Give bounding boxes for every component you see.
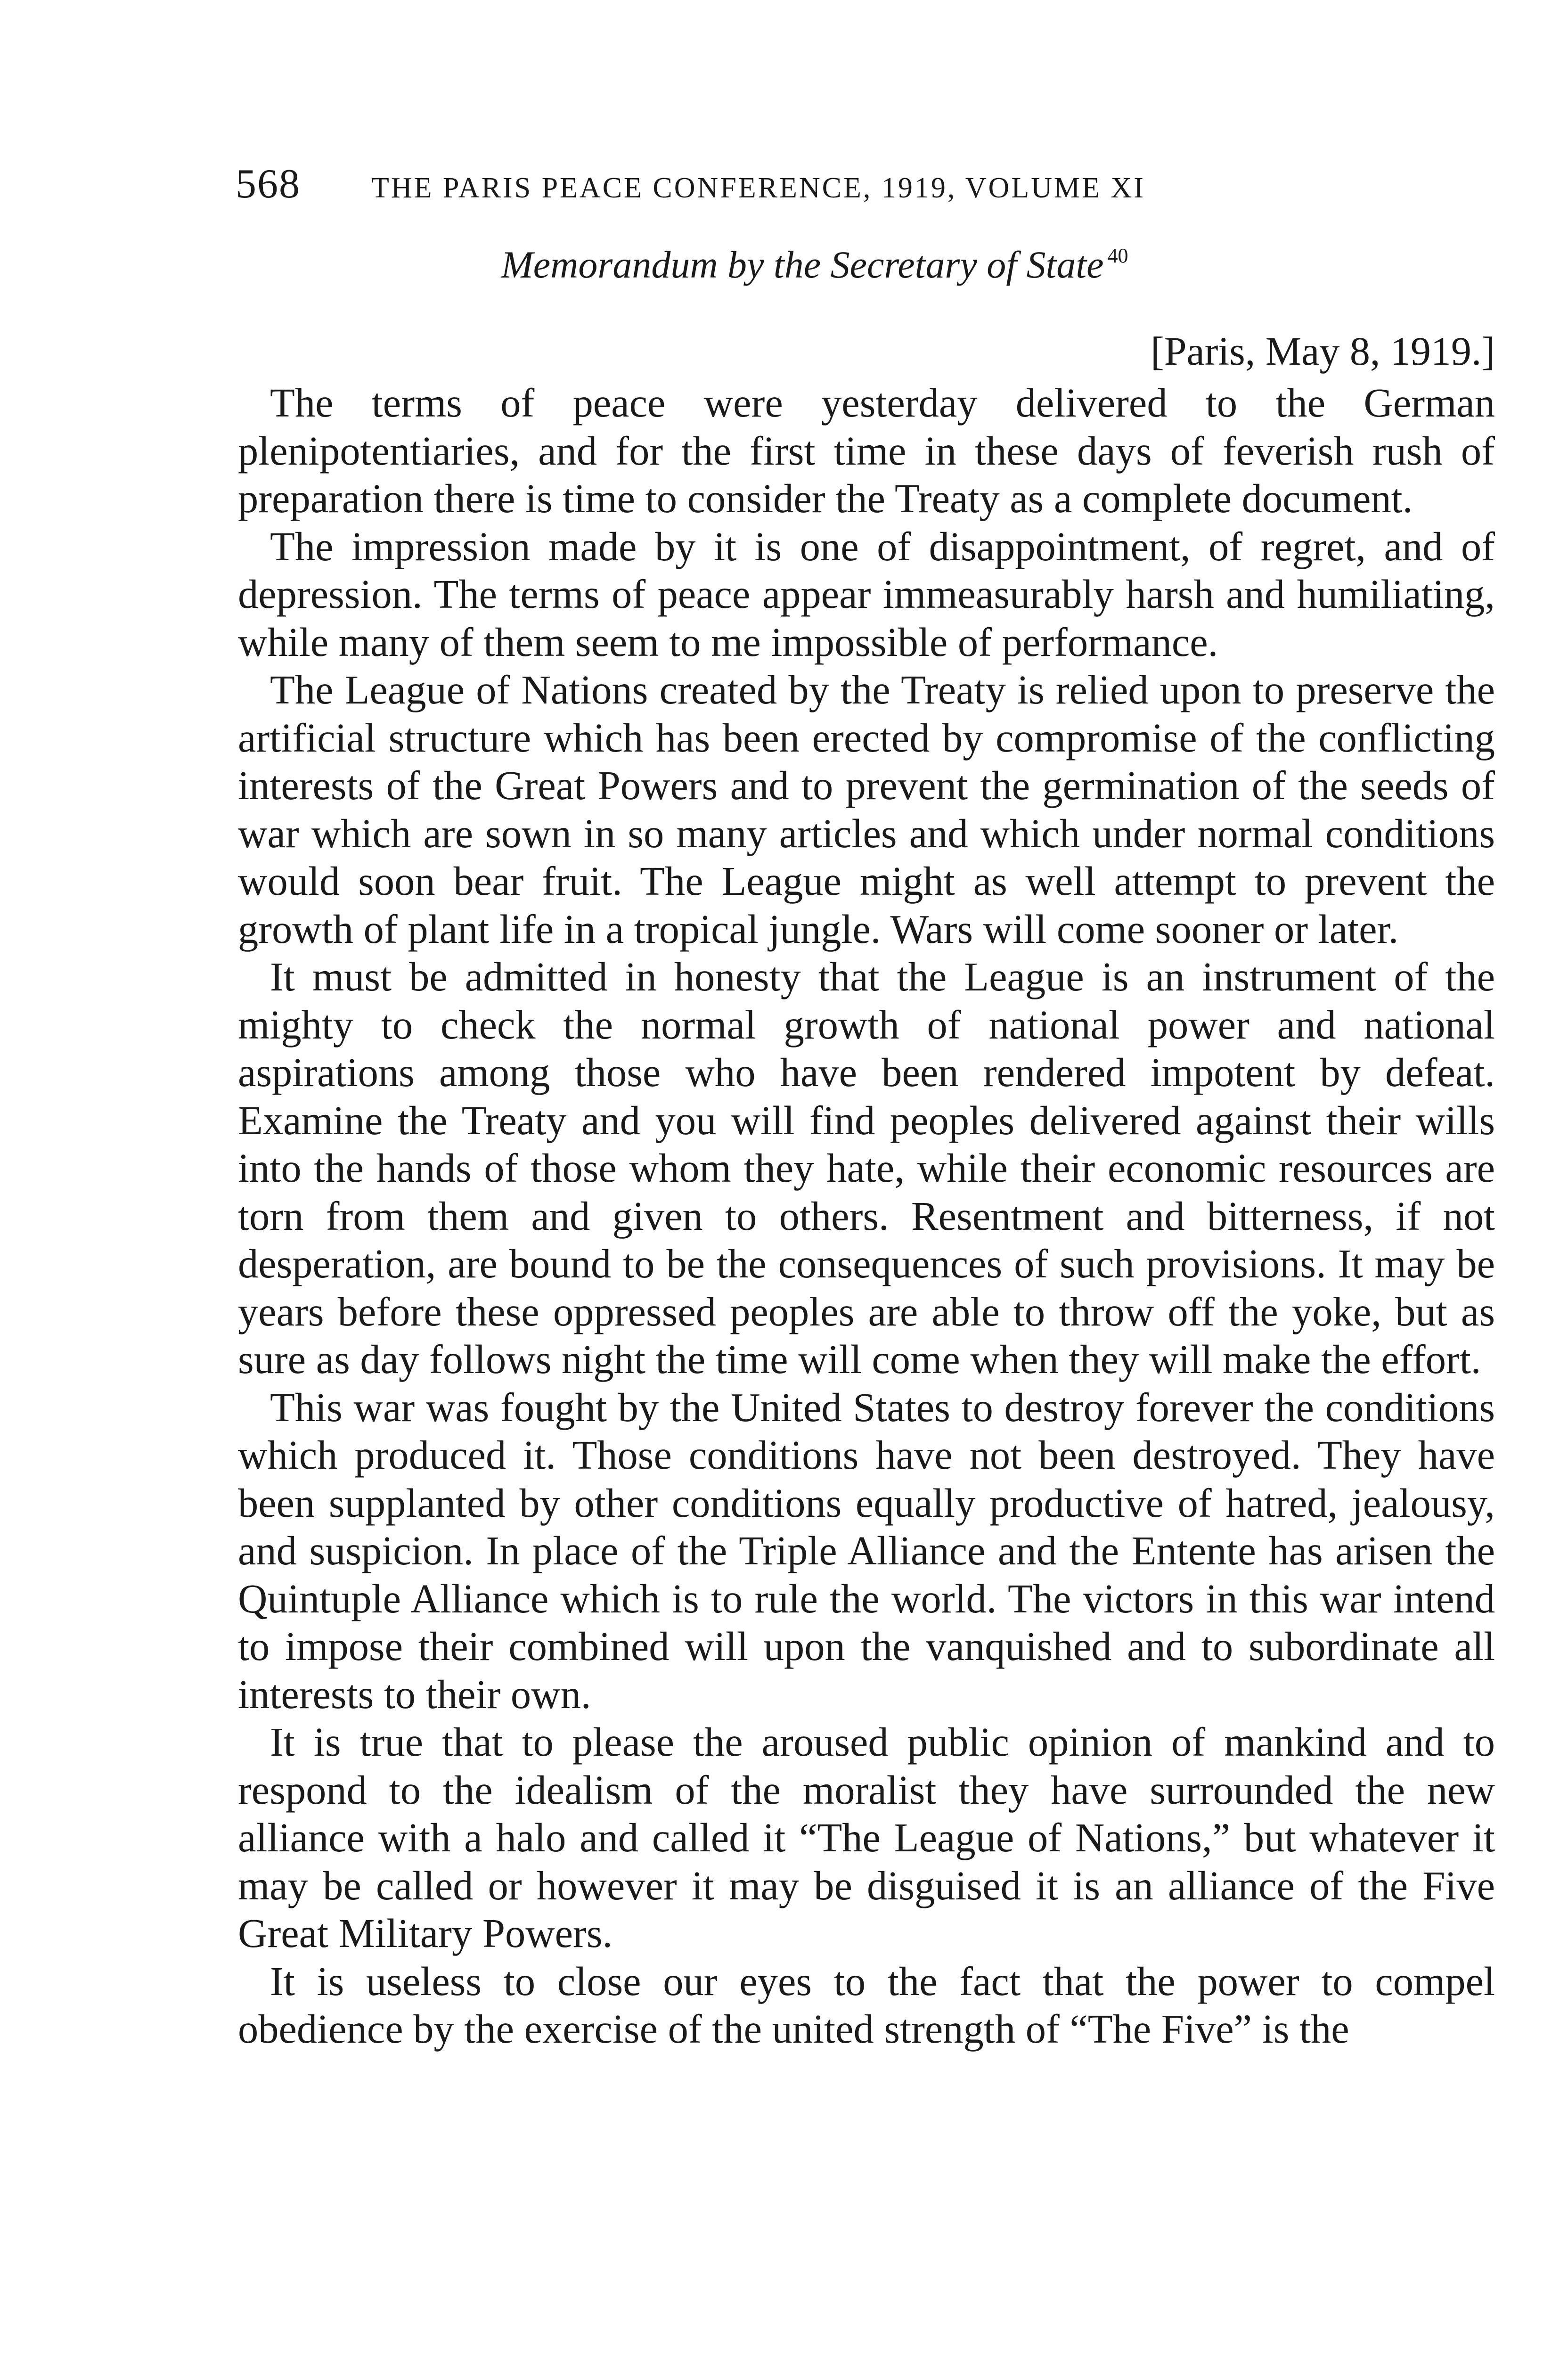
running-title: THE PARIS PEACE CONFERENCE, 1919, VOLUME XI — [371, 172, 1145, 204]
paragraph: It must be admitted in honesty that the League is an instrument of the mighty to check the normal growth of national power and national aspirations among those who have been rendered impotent by defeat. Examine the Treaty and you will find peoples delivered against their wills into the hands of those whom they hate, while their economic resources are torn from them and given to others. Resentment and bitterness, if not desperation, are bound to be the consequences of such provisions. It may be years before these oppressed peoples are able to throw off the yoke, but as sure as day follows night the time will come when they will make the effort. — [238, 954, 1495, 1382]
paragraph: The terms of peace were yesterday delivered to the German plenipotentiaries, and for the first time in these days of feverish rush of preparation there is time to consider the Treaty as a complete document. — [238, 380, 1495, 521]
paragraph: It is true that to please the aroused public opinion of mankind and to respond to the idealism of the moralist they have surrounded the new alliance with a halo and called it “The League of Nations,” but whatever it may be called or however it may be disguised it is an alliance of the Five Great Military Powers. — [238, 1719, 1495, 1956]
paragraph: The League of Nations created by the Treaty is relied upon to preserve the artificial structure which has been erected by compromise of the conflicting interests of the Great Powers and to prevent the germination of the seeds of war which are sown in so many articles and which under normal conditions would soon bear fruit. The League might as well attempt to prevent the growth of plant life in a tropical jungle. Wars will come sooner or later. — [238, 667, 1495, 952]
dateline: [Paris, May 8, 1919.] — [1151, 328, 1495, 374]
body-text — [238, 379, 1495, 2053]
footnote-reference: 40 — [1107, 244, 1128, 267]
document-title — [0, 243, 1568, 287]
page-number: 568 — [236, 161, 301, 207]
paragraph: This war was fought by the United States to destroy forever the conditions which produced it. Those conditions have not been destroyed. They have been supplanted by other conditions equally productive of hatred, jealousy, and suspicion. In place of the Triple Alliance and the Entente has arisen the Quintuple Alliance which is to rule the world. The victors in this war intend to impose their combined will upon the vanquished and to subordinate all interests to their own. — [238, 1384, 1495, 1717]
paragraph: It is useless to close our eyes to the fact that the power to compel obedience by the exercise of the united strength of “The Five” is the — [238, 1958, 1495, 2052]
running-head — [236, 160, 1338, 207]
document-title-text: Memorandum by the Secretary of State — [501, 243, 1104, 286]
paragraph: The impression made by it is one of disappointment, of regret, and of depression. The terms of peace appear immeasurably harsh and humiliating, while many of them seem to me impossible of performance. — [238, 524, 1495, 665]
